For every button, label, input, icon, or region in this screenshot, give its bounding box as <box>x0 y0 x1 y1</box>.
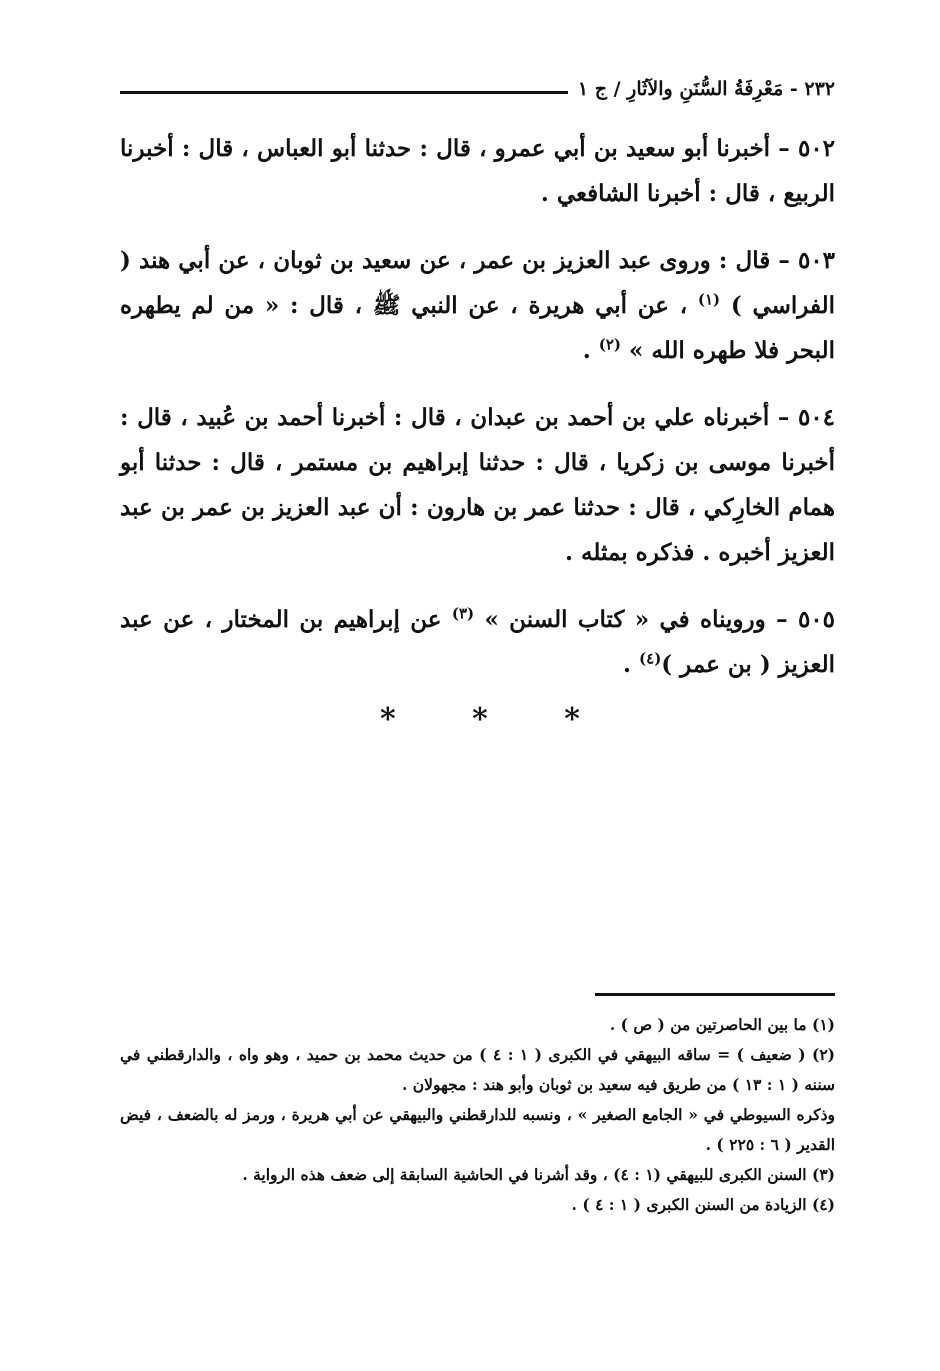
footnote-rule <box>595 993 835 996</box>
footnotes <box>120 1010 835 1220</box>
hadith-text: – ورويناه في « كتاب السنن » <box>474 606 798 633</box>
footnote-ref-3: (٣) <box>451 604 475 623</box>
hadith-number: ٥٠٥ <box>797 606 836 633</box>
footnote-ref-4: (٤) <box>639 649 662 668</box>
hadith-text: . <box>623 651 640 678</box>
header-rule <box>120 91 568 94</box>
hadith-number: ٥٠٢ <box>797 135 835 162</box>
running-header <box>120 74 835 104</box>
hadith-text: – قال : وروى عبد العزيز بن عمر ، عن سعيد بن ثوبان ، عن أبي هند ( الفراسي ) <box>120 247 835 319</box>
hadith-505 <box>120 597 835 687</box>
footnote-3: (٣) السنن الكبرى للبيهقي (١ : ٤) ، وقد أشرنا في الحاشية السابقة إلى ضعف هذه الرواية . <box>242 1165 835 1184</box>
hadith-number: ٥٠٣ <box>797 247 835 274</box>
running-header-title: ٢٣٢ - مَعْرِفَةُ السُّنَنِ والآثَارِ / ج ١ <box>577 78 835 100</box>
footnote-2: (٢) ( ضعيف ) = ساقه البيهقي في الكبرى ( ١ : ٤ ) من حديث محمد بن حميد ، وهو واه ، والدارقطني في سننه ( ١ : ١٣ ) من طريق فيه سعيد بن ثوبان وأبو هند : مجهولان . <box>120 1045 835 1094</box>
hadith-text: ، عن أبي هريرة ، عن النبي ﷺ ، قال : « من لم يطهره البحر فلا طهره الله » <box>120 292 835 364</box>
footnote-ref-2: (٢) <box>598 335 621 354</box>
footnote-ref-1: (١) <box>697 290 721 309</box>
hadith-502 <box>120 126 835 216</box>
hadith-504 <box>120 395 835 575</box>
hadith-text: عن إبراهيم بن المختار ، عن عبد العزيز ( بن عمر ) <box>120 606 835 678</box>
footnote-4: (٤) الزيادة من السنن الكبرى ( ١ : ٤ ) . <box>571 1195 835 1214</box>
separator-star: * <box>380 702 396 737</box>
hadith-503 <box>120 238 835 373</box>
hadith-text: – أخبرناه علي بن أحمد بن عبدان ، قال : أخبرنا أحمد بن عُبيد ، قال : أخبرنا موسى بن زكريا ، قال : حدثنا إبراهيم بن مستمر ، قال : حدثنا أبو همام الخارِكي ، قال : حدثنا عمر بن هارون : أن عبد العزيز بن عمر بن عبد العزيز أخبره . فذكره بمثله . <box>120 404 835 566</box>
section-separator <box>380 702 580 737</box>
main-text <box>120 126 835 709</box>
hadith-text: . <box>582 337 599 364</box>
hadith-number: ٥٠٤ <box>797 404 835 431</box>
hadith-text: – أخبرنا أبو سعيد بن أبي عمرو ، قال : حدثنا أبو العباس ، قال : أخبرنا الربيع ، قال : أخبرنا الشافعي . <box>120 135 835 207</box>
separator-star: * <box>472 702 488 737</box>
separator-star: * <box>564 702 580 737</box>
footnote-1: (١) ما بين الحاصرتين من ( ص ) . <box>609 1015 835 1034</box>
footnote-2-continued: وذكره السيوطي في « الجامع الصغير » ، ونسبه للدارقطني والبيهقي عن أبي هريرة ، ورمز له بالضعف ، فيض القدير ( ٦ : ٢٢٥ ) . <box>120 1105 835 1154</box>
